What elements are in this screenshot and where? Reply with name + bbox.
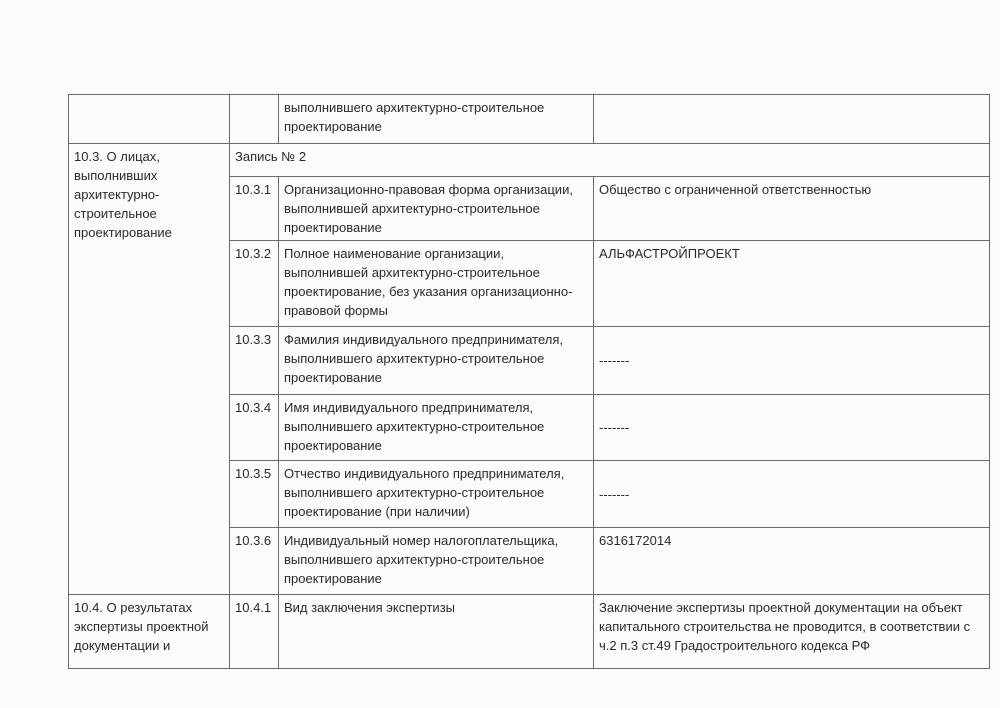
- row-label: Организационно-правовая форма организации, выполнившей архитектурно-строительное проектирование: [279, 177, 594, 241]
- row-label: Отчество индивидуального предпринимателя, выполнившего архитектурно-строительное проектирование (при наличии): [279, 461, 594, 528]
- row-number: 10.3.3: [230, 327, 279, 395]
- row-value: -------: [594, 395, 990, 461]
- row-label: Полное наименование организации, выполнившей архитектурно-строительное проектирование, без указания организационно-правовой формы: [279, 241, 594, 327]
- row-number: 10.3.4: [230, 395, 279, 461]
- section-title: 10.4. О результатах экспертизы проектной документации и: [69, 595, 230, 669]
- section-title: 10.3. О лицах, выполнивших архитектурно-строительное проектирование: [69, 144, 230, 595]
- table-row: [69, 595, 990, 669]
- cell-label: выполнившего архитектурно-строительное проектирование: [279, 95, 594, 144]
- record-label: Запись № 2: [230, 144, 990, 177]
- row-label: Фамилия индивидуального предпринимателя, выполнившего архитектурно-строительное проектирование: [279, 327, 594, 395]
- row-value: -------: [594, 461, 990, 528]
- row-number: 10.3.6: [230, 528, 279, 595]
- row-number: 10.3.5: [230, 461, 279, 528]
- table-row: [69, 144, 990, 177]
- row-number: 10.4.1: [230, 595, 279, 669]
- row-value: -------: [594, 327, 990, 395]
- row-label: Вид заключения экспертизы: [279, 595, 594, 669]
- row-value: 6316172014: [594, 528, 990, 595]
- row-number: 10.3.1: [230, 177, 279, 241]
- row-value: Заключение экспертизы проектной документации на объект капитального строительства не проводится, в соответствии с ч.2 п.3 ст.49 Градостроительного кодекса РФ: [594, 595, 990, 669]
- row-label: Имя индивидуального предпринимателя, выполнившего архитектурно-строительное проектирование: [279, 395, 594, 461]
- row-value: АЛЬФАСТРОЙПРОЕКТ: [594, 241, 990, 327]
- row-label: Индивидуальный номер налогоплательщика, выполнившего архитектурно-строительное проектирование: [279, 528, 594, 595]
- document-table: [68, 94, 990, 669]
- table-row: [69, 95, 990, 144]
- row-number: 10.3.2: [230, 241, 279, 327]
- row-value: Общество с ограниченной ответственностью: [594, 177, 990, 241]
